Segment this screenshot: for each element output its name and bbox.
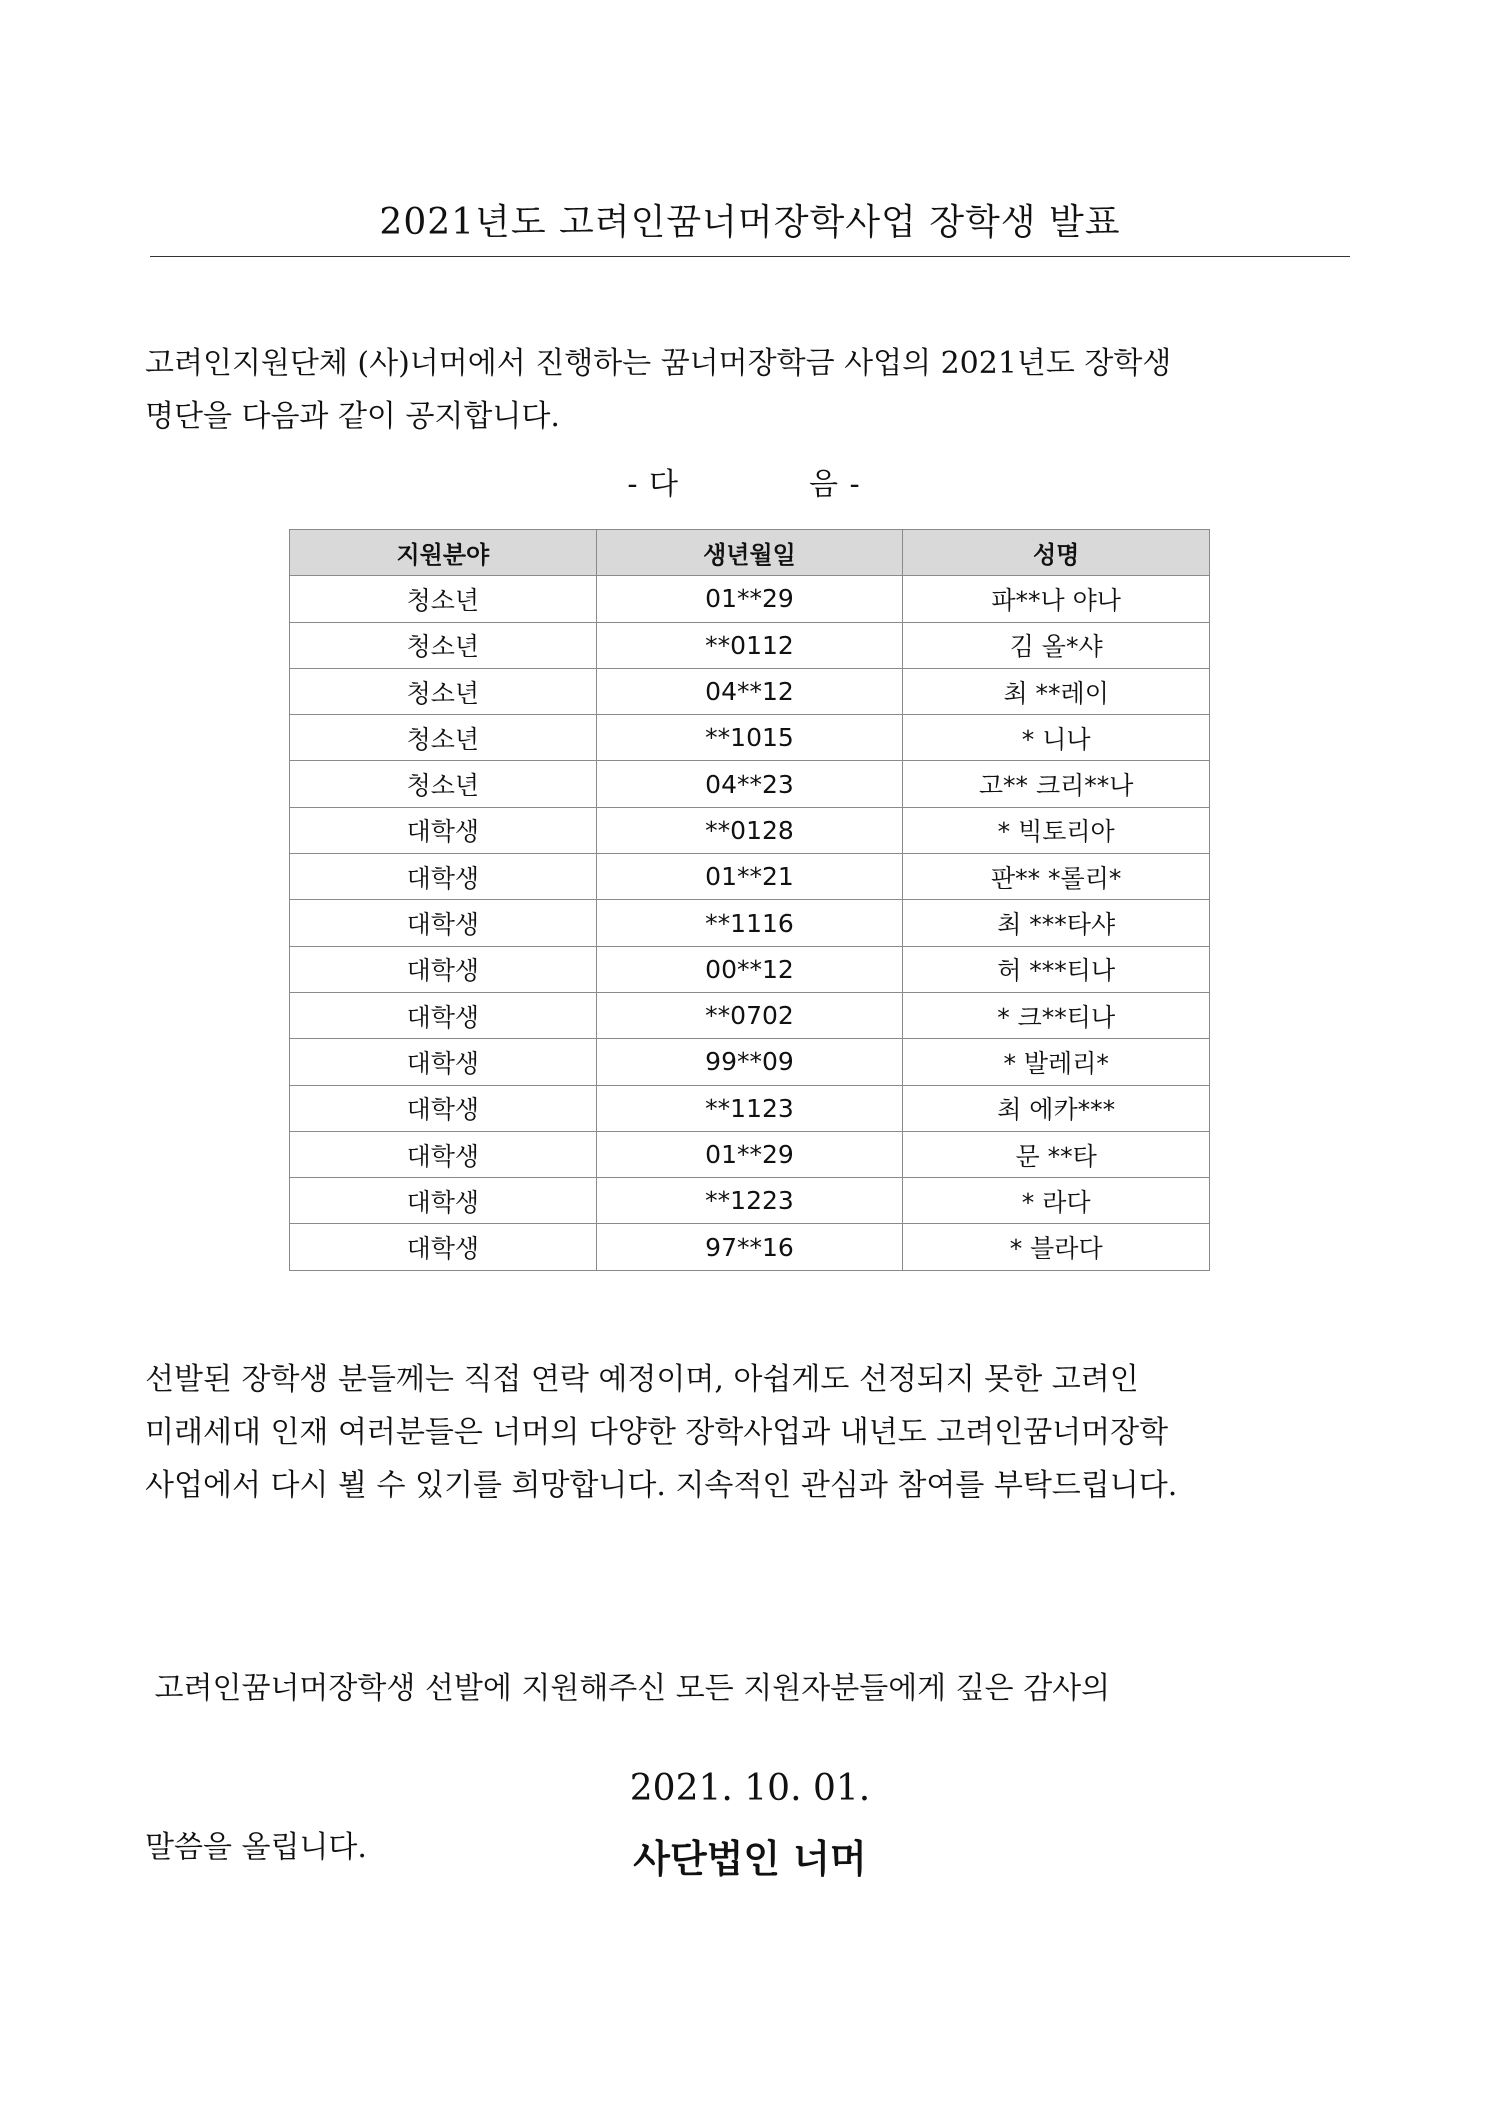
announcement-date: 2021. 10. 01. (629, 1768, 871, 1809)
table-row (290, 576, 1210, 622)
cell-name: 파**나 야나 (903, 576, 1210, 622)
page-title: 2021년도 고려인꿈너머장학사업 장학생 발표 (379, 202, 1121, 243)
thanks-line-2: 말씀을 올립니다. (145, 1830, 367, 1865)
table-row (290, 1085, 1210, 1131)
table-row (290, 854, 1210, 900)
cell-birthdate: **0128 (596, 807, 903, 853)
scholarship-table (289, 529, 1210, 1271)
table-row (290, 761, 1210, 807)
cell-field: 청소년 (290, 576, 597, 622)
cell-name: 문 **타 (903, 1131, 1210, 1177)
cell-field: 대학생 (290, 1085, 597, 1131)
cell-birthdate: **0112 (596, 622, 903, 668)
table-header-row (290, 530, 1210, 576)
cell-field: 대학생 (290, 1224, 597, 1270)
table-row (290, 1224, 1210, 1270)
header-name: 성명 (903, 530, 1210, 576)
scholarship-table-container (289, 529, 1210, 1271)
cell-birthdate: 99**09 (596, 1039, 903, 1085)
table-row (290, 1178, 1210, 1224)
cell-field: 대학생 (290, 1131, 597, 1177)
title-divider (150, 256, 1350, 257)
cell-birthdate: 04**12 (596, 668, 903, 714)
header-birthdate: 생년월일 (596, 530, 903, 576)
table-row (290, 622, 1210, 668)
closing-line-1: 선발된 장학생 분들께는 직접 연락 예정이며, 아쉽게도 선정되지 못한 고려인 (145, 1362, 1139, 1397)
closing-line-3: 사업에서 다시 뵐 수 있기를 희망합니다. 지속적인 관심과 참여를 부탁드립니다. (145, 1468, 1178, 1503)
cell-field: 청소년 (290, 761, 597, 807)
cell-name: 최 에카*** (903, 1085, 1210, 1131)
cell-name: * 라다 (903, 1178, 1210, 1224)
intro-line-1: 고려인지원단체 (사)너머에서 진행하는 꿈너머장학금 사업의 2021년도 장학생 (145, 346, 1172, 381)
header-field: 지원분야 (290, 530, 597, 576)
notice-heading-left: - 다 (627, 467, 679, 502)
thanks-line-1: 고려인꿈너머장학생 선발에 지원해주신 모든 지원자분들에게 깊은 감사의 (145, 1671, 1111, 1706)
cell-field: 대학생 (290, 900, 597, 946)
cell-birthdate: 01**21 (596, 854, 903, 900)
cell-birthdate: **1223 (596, 1178, 903, 1224)
cell-name: 최 ***타샤 (903, 900, 1210, 946)
intro-line-2: 명단을 다음과 같이 공지합니다. (145, 399, 560, 434)
table-row (290, 1131, 1210, 1177)
table-row (290, 715, 1210, 761)
table-row (290, 1039, 1210, 1085)
cell-field: 대학생 (290, 1178, 597, 1224)
cell-field: 대학생 (290, 946, 597, 992)
cell-birthdate: 04**23 (596, 761, 903, 807)
organization-name: 사단법인 너머 (633, 1836, 867, 1881)
cell-name: 최 **레이 (903, 668, 1210, 714)
cell-name: 판** *롤리* (903, 854, 1210, 900)
cell-birthdate: 97**16 (596, 1224, 903, 1270)
intro-paragraph (145, 337, 1355, 443)
cell-field: 대학생 (290, 992, 597, 1038)
table-row (290, 668, 1210, 714)
table-row (290, 946, 1210, 992)
cell-name: * 빅토리아 (903, 807, 1210, 853)
cell-birthdate: 01**29 (596, 1131, 903, 1177)
closing-paragraph (145, 1353, 1355, 1512)
notice-heading (0, 459, 1488, 503)
table-row (290, 992, 1210, 1038)
table-row (290, 807, 1210, 853)
cell-name: 허 ***티나 (903, 946, 1210, 992)
notice-heading-right: 음 - (809, 467, 861, 502)
cell-birthdate: **1116 (596, 900, 903, 946)
cell-name: * 니나 (903, 715, 1210, 761)
cell-name: * 발레리* (903, 1039, 1210, 1085)
cell-name: 고** 크리**나 (903, 761, 1210, 807)
cell-name: 김 올*샤 (903, 622, 1210, 668)
cell-field: 청소년 (290, 622, 597, 668)
cell-name: * 크**티나 (903, 992, 1210, 1038)
cell-birthdate: **1123 (596, 1085, 903, 1131)
cell-field: 청소년 (290, 668, 597, 714)
cell-field: 대학생 (290, 854, 597, 900)
cell-birthdate: 00**12 (596, 946, 903, 992)
cell-field: 대학생 (290, 1039, 597, 1085)
cell-birthdate: **1015 (596, 715, 903, 761)
cell-birthdate: 01**29 (596, 576, 903, 622)
cell-field: 대학생 (290, 807, 597, 853)
cell-name: * 블라다 (903, 1224, 1210, 1270)
table-row (290, 900, 1210, 946)
closing-line-2: 미래세대 인재 여러분들은 너머의 다양한 장학사업과 내년도 고려인꿈너머장학 (145, 1415, 1169, 1450)
cell-birthdate: **0702 (596, 992, 903, 1038)
cell-field: 청소년 (290, 715, 597, 761)
